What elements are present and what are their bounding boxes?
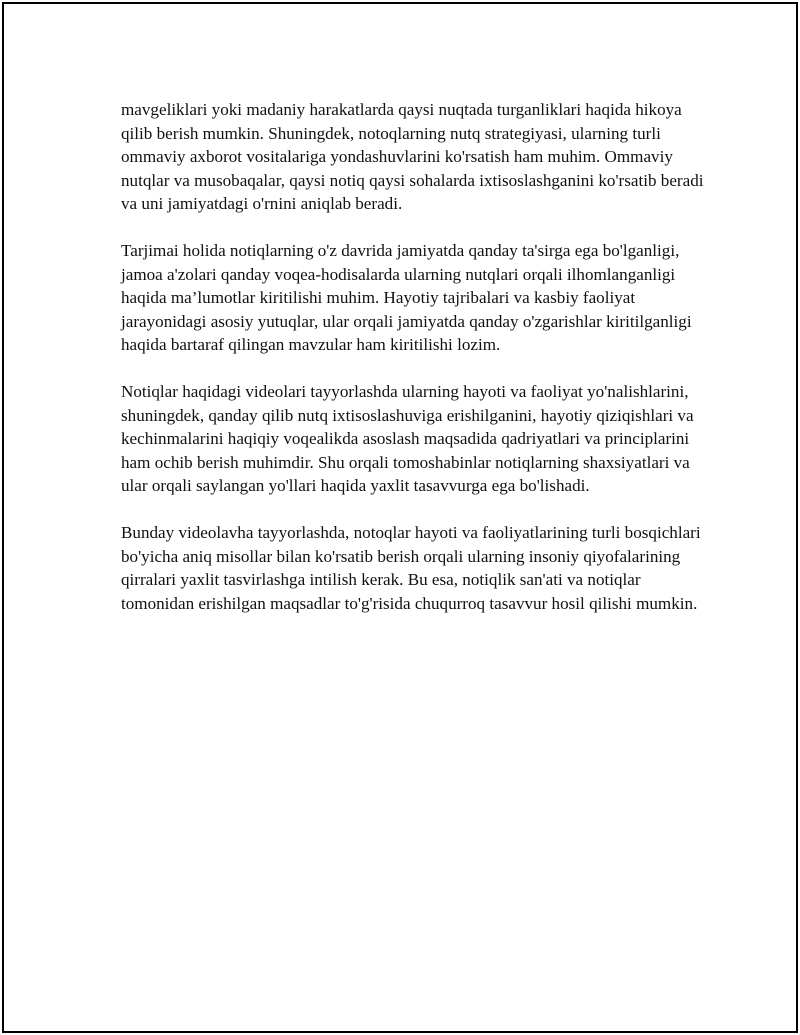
paragraph-4: Bunday videolavha tayyorlashda, notoqlar hayoti va faoliyatlarining turli bosqichlari bo'yicha aniq misollar bilan ko'rsatib berish orqali ularning insoniy qiyofalarining qirralari yaxlit tasvirlashga intilish kerak. Bu esa, notiqlik san'ati va notiqlar tomonidan erishilgan maqsadlar to'g'risida chuqurroq tasavvur hosil qilishi mumkin. bbox=[121, 523, 701, 613]
document-body bbox=[121, 98, 711, 639]
paragraph-3: Notiqlar haqidagi videolari tayyorlashda ularning hayoti va faoliyat yo'nalishlarini, shuningdek, qanday qilib nutq ixtisoslashuviga erishilganini, hayotiy qiziqishlari va kechinmalarini haqiqiy voqealikda asoslash maqsadida qadriyatlari va principlarini ham ochib berish muhimdir. Shu orqali tomoshabinlar notiqlarning shaxsiyatlari va ular orqali saylangan yo'llari haqida yaxlit tasavvurga ega bo'lishadi. bbox=[121, 382, 694, 495]
page-frame bbox=[2, 2, 798, 1033]
paragraph-1: mavgeliklari yoki madaniy harakatlarda qaysi nuqtada turganliklari haqida hikoya qilib berish mumkin. Shuningdek, notoqlarning nutq strategiyasi, ularning turli ommaviy axborot vositalariga yondashuvlarini ko'rsatish ham muhim. Ommaviy nutqlar va musobaqalar, qaysi notiq qaysi sohalarda ixtisoslashganini ko'rsatib beradi va uni jamiyatdagi o'rnini aniqlab beradi. bbox=[121, 100, 704, 213]
paragraph-2: Tarjimai holida notiqlarning o'z davrida jamiyatda qanday ta'sirga ega bo'lganligi, jamoa a'zolari qanday voqea-hodisalarda ularning nutqlari orqali ilhomlanganligi haqida ma’lumotlar kiritilishi muhim. Hayotiy tajribalari va kasbiy faoliyat jarayonidagi asosiy yutuqlar, ular orqali jamiyatda qanday o'zgarishlar kiritilganligi haqida bartaraf qilingan mavzular ham kiritilishi lozim. bbox=[121, 241, 692, 354]
